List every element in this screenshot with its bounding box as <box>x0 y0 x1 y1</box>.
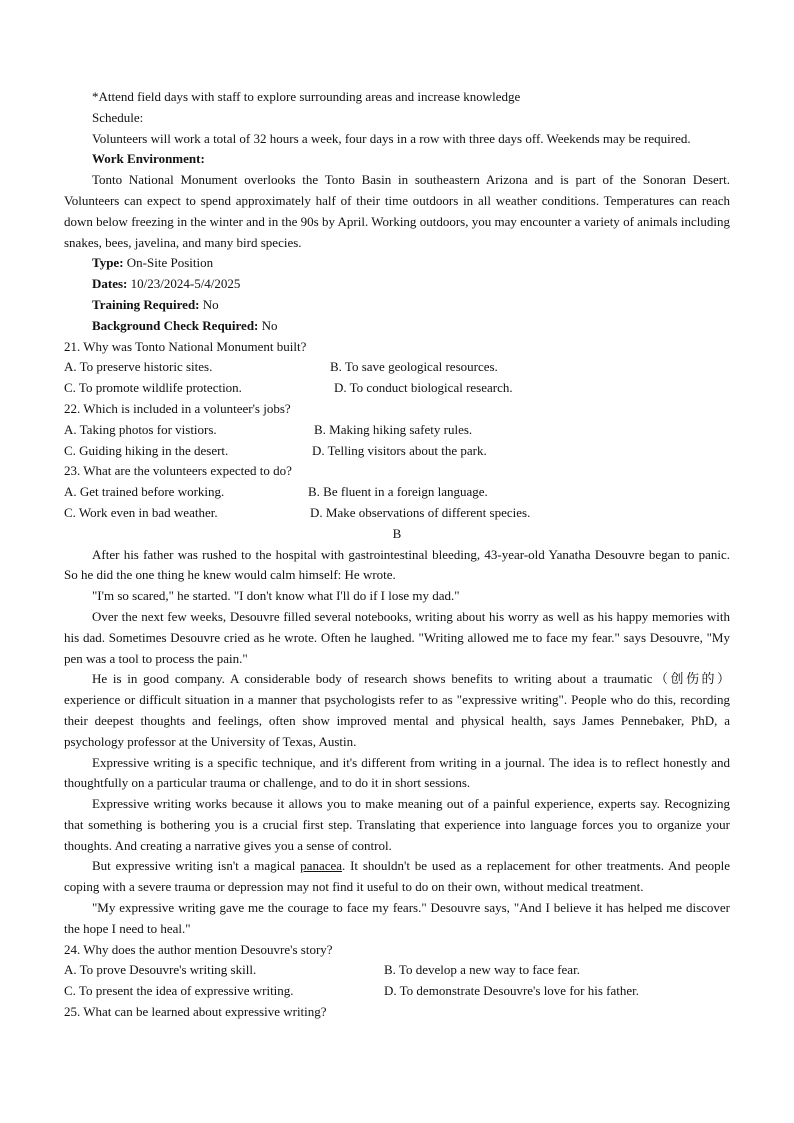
passage-b-paragraph-3: Over the next few weeks, Desouvre filled several notebooks, writing about his worry as well as his happy memories with his dad. Sometimes Desouvre cried as he wrote. Often he laughed. "Writing allowed me to face my fear." says Desouvre, "My pen was a tool to process the pain." <box>64 608 730 666</box>
underlined-word-panacea: panacea <box>300 858 343 874</box>
q22-option-c: C. Guiding hiking in the desert. <box>64 442 229 458</box>
q22-option-b: B. Making hiking safety rules. <box>314 421 473 437</box>
question-25-stem: 25. What can be learned about expressive writing? <box>64 1004 327 1020</box>
q22-option-a: A. Taking photos for vistiors. <box>64 421 217 437</box>
question-22-stem: 22. Which is included in a volunteer's jobs? <box>64 400 291 416</box>
question-22-options-row2 <box>64 441 730 462</box>
q23-option-d: D. Make observations of different species. <box>310 504 531 520</box>
passage-b-paragraph-4: He is in good company. A considerable body of research shows benefits to writing about a traumatic（创伤的） experience or difficult situation in a manner that psychologists refer to as "expressive writing". People who do this, recording their deepest thoughts and feelings, often show improved mental and physical health, says James Pennebaker, PhD, a psychology professor at the University of Texas, Austin. <box>64 671 730 749</box>
passage-b-paragraph-6: Expressive writing works because it allows you to make meaning out of a painful experience, experts say. Recognizing that something is bothering you is a crucial first step. Translating that experience into language forces you to organize your thoughts. And creating a narrative gives you a sense of control. <box>64 796 730 853</box>
detail-dates: Dates: 10/23/2024-5/4/2025 <box>92 276 241 292</box>
question-21-options-row2 <box>64 378 730 399</box>
passage-b-paragraph-7: But expressive writing isn't a magical panacea. It shouldn't be used as a replacement for other treatments. And people coping with a severe trauma or depression may not find it useful to do on their own, without medical treatment. <box>64 858 730 895</box>
q22-option-d: D. Telling visitors about the park. <box>312 442 487 458</box>
q21-option-c: C. To promote wildlife protection. <box>64 380 242 396</box>
question-24-options-row2 <box>64 981 730 1002</box>
passage-b-paragraph-1: After his father was rushed to the hospital with gastrointestinal bleeding, 43-year-old Yanatha Desouvre began to panic. So he did the one thing he knew would calm himself: He wrote. <box>64 546 730 583</box>
q23-option-c: C. Work even in bad weather. <box>64 504 218 520</box>
passage-b-paragraph-5: Expressive writing is a specific technique, and it's different from writing in a journal. The idea is to reflect honestly and thoughtfully on a particular trauma or challenge, and to do it in short sessions. <box>64 754 730 791</box>
passage-b-paragraph-8: "My expressive writing gave me the courage to face my fears." Desouvre says, "And I believe it has helped me discover the hope I need to heal." <box>64 900 730 936</box>
q21-option-a: A. To preserve historic sites. <box>64 359 213 375</box>
q24-option-c: C. To present the idea of expressive writing. <box>64 983 294 999</box>
passage-b-label: B <box>392 525 402 541</box>
schedule-text: Volunteers will work a total of 32 hours a week, four days in a row with three days off. Weekends may be required. <box>92 130 691 146</box>
question-23-options-row2 <box>64 503 730 524</box>
q21-option-b: B. To save geological resources. <box>330 359 498 375</box>
question-22-options-row1 <box>64 420 730 441</box>
duty-line: *Attend field days with staff to explore surrounding areas and increase knowledge <box>92 89 521 104</box>
question-23-options-row1 <box>64 482 730 503</box>
question-24-options-row1 <box>64 960 730 981</box>
schedule-label: Schedule: <box>92 109 144 125</box>
q23-option-a: A. Get trained before working. <box>64 484 225 500</box>
detail-background-check: Background Check Required: No <box>92 317 278 333</box>
question-21-stem: 21. Why was Tonto National Monument built? <box>64 338 307 354</box>
question-24-stem: 24. Why does the author mention Desouvre's story? <box>64 941 333 957</box>
work-env-text: Tonto National Monument overlooks the Tonto Basin in southeastern Arizona and is part of the Sonoran Desert. Volunteers can expect to spend approximately half of their time outdoors in all weather conditions. Temperatures can reach down below freezing in the winter and in the 90s by April. Working outdoors, you may encounter a variety of animals including snakes, bees, javelina, and many bird species. <box>64 172 730 250</box>
question-21-options-row1 <box>64 357 730 378</box>
work-env-heading: Work Environment: <box>92 151 205 167</box>
detail-type: Type: On-Site Position <box>92 255 214 271</box>
q24-option-a: A. To prove Desouvre's writing skill. <box>64 962 257 978</box>
q23-option-b: B. Be fluent in a foreign language. <box>308 484 488 500</box>
q24-option-b: B. To develop a new way to face fear. <box>384 962 580 978</box>
q24-option-d: D. To demonstrate Desouvre's love for his father. <box>384 983 639 999</box>
exam-page <box>64 87 730 1023</box>
question-23-stem: 23. What are the volunteers expected to do? <box>64 463 292 479</box>
passage-b-paragraph-2: "I'm so scared," he started. "I don't know what I'll do if I lose my dad." <box>92 588 460 604</box>
q21-option-d: D. To conduct biological research. <box>334 380 513 396</box>
detail-training: Training Required: No <box>92 296 219 312</box>
